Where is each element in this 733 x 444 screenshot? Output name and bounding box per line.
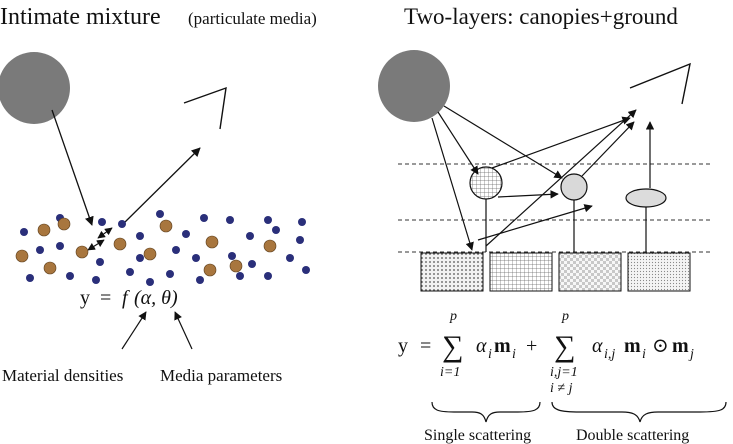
term1-alpha: α: [476, 335, 487, 357]
brace-single: [432, 402, 540, 422]
label-media-parameters: Media parameters: [160, 366, 283, 385]
brown-particle: [206, 236, 218, 248]
brown-particle: [230, 260, 242, 272]
right-title: Two-layers: canopies+ground: [404, 4, 678, 29]
blue-particle: [196, 276, 204, 284]
blue-particle: [166, 270, 174, 278]
internal-scatter-ray-1: [98, 228, 112, 238]
bilinear-equation: [398, 309, 694, 396]
blue-particle: [146, 278, 154, 286]
brown-particle: [58, 218, 70, 230]
ray-ground-to-sensor: [486, 110, 636, 246]
blue-particle: [20, 228, 28, 236]
blue-particle: [296, 236, 304, 244]
ray-ground-to-canopy: [478, 206, 592, 240]
term1-alpha-sub: i: [488, 347, 492, 362]
sum1-lower: i=1: [440, 365, 461, 380]
brown-particle: [16, 250, 28, 262]
blue-particle: [286, 254, 294, 262]
sum2-upper: p: [562, 309, 569, 324]
left-title: Intimate mixture: [0, 4, 161, 30]
term1-m: m: [494, 335, 511, 357]
blue-particle: [56, 242, 64, 250]
densities-pointer: [122, 312, 146, 349]
blue-particle: [264, 272, 272, 280]
particulate-medium: [16, 210, 310, 286]
right-eq-y: y: [398, 335, 408, 357]
blue-particle: [156, 210, 164, 218]
term2-alpha: α: [592, 335, 603, 357]
left-eq-f: f: [122, 287, 128, 309]
blue-particle: [272, 226, 280, 234]
ray-sun-to-ground: [432, 118, 472, 250]
sum2-symbol: ∑: [554, 330, 576, 363]
sensor-icon: [184, 88, 226, 129]
odot-operator: ⊙: [652, 335, 669, 357]
label-double-scattering: Double scattering: [576, 427, 690, 444]
media-pointer: [175, 312, 192, 349]
right-panel: [378, 4, 726, 444]
ray-canopy1-to-canopy2: [498, 194, 558, 197]
ray-sun-to-canopy-1: [438, 112, 478, 174]
blue-particle: [98, 218, 106, 226]
left-eq-args: (α, θ): [134, 287, 178, 309]
sum2-lower-condition: i ≠ j: [550, 381, 573, 396]
blue-particle: [136, 254, 144, 262]
label-material-densities: Material densities: [2, 366, 124, 385]
left-panel: [0, 4, 317, 385]
sum1-upper: p: [450, 309, 457, 324]
brown-particle: [114, 238, 126, 250]
incident-ray: [52, 110, 92, 225]
blue-particle: [302, 266, 310, 274]
sun-icon: [0, 52, 70, 124]
blue-particle: [236, 272, 244, 280]
blue-particle: [126, 268, 134, 276]
blue-particle: [92, 276, 100, 284]
brown-particle: [264, 240, 276, 252]
blue-particle: [298, 218, 306, 226]
brown-particle: [44, 262, 56, 274]
blue-particle: [226, 216, 234, 224]
blue-particle: [182, 230, 190, 238]
sensor-icon-right: [630, 64, 690, 104]
label-single-scattering: Single scattering: [424, 427, 532, 444]
sum2-lower: i,j=1: [550, 365, 578, 380]
canopy-crown-2: [561, 174, 587, 200]
left-eq-equals: =: [100, 287, 112, 309]
ground-box-1: [421, 253, 483, 291]
brown-particle: [204, 264, 216, 276]
brace-double: [552, 402, 726, 422]
term2-m1: m: [624, 335, 641, 357]
blue-particle: [192, 254, 200, 262]
plus-sign: +: [526, 335, 538, 357]
term2-m2: m: [672, 335, 689, 357]
blue-particle: [26, 274, 34, 282]
term2-m1-sub: i: [642, 347, 646, 362]
ray-canopy2-to-sensor: [582, 122, 634, 176]
blue-particle: [246, 232, 254, 240]
blue-particle: [118, 220, 126, 228]
blue-particle: [136, 232, 144, 240]
blue-particle: [36, 246, 44, 254]
ray-sun-to-canopy-2: [444, 106, 562, 178]
internal-scatter-ray-2: [88, 240, 104, 250]
term2-m2-sub: j: [690, 347, 694, 362]
blue-particle: [228, 252, 236, 260]
blue-particle: [200, 214, 208, 222]
blue-particle: [96, 258, 104, 266]
brown-particle: [160, 220, 172, 232]
right-eq-equals: =: [420, 335, 432, 357]
term1-m-sub: i: [512, 347, 516, 362]
left-subtitle: (particulate media): [188, 9, 317, 28]
sun-icon-right: [378, 50, 450, 122]
blue-particle: [66, 272, 74, 280]
blue-particle: [172, 246, 180, 254]
ground-box-4: [628, 253, 690, 291]
brown-particle: [144, 248, 156, 260]
canopy-crown-3: [626, 189, 666, 207]
canopy-crown-1: [470, 167, 502, 199]
sum1-symbol: ∑: [442, 330, 464, 363]
brown-particle: [38, 224, 50, 236]
ground-box-3: [559, 253, 621, 291]
left-eq-y: y: [80, 287, 90, 309]
ground-box-2: [490, 253, 552, 291]
brown-particle: [76, 246, 88, 258]
blue-particle: [248, 260, 256, 268]
term2-alpha-sub: i,j: [604, 347, 616, 362]
ray-canopy1-to-sensor: [492, 118, 630, 168]
blue-particle: [264, 216, 272, 224]
